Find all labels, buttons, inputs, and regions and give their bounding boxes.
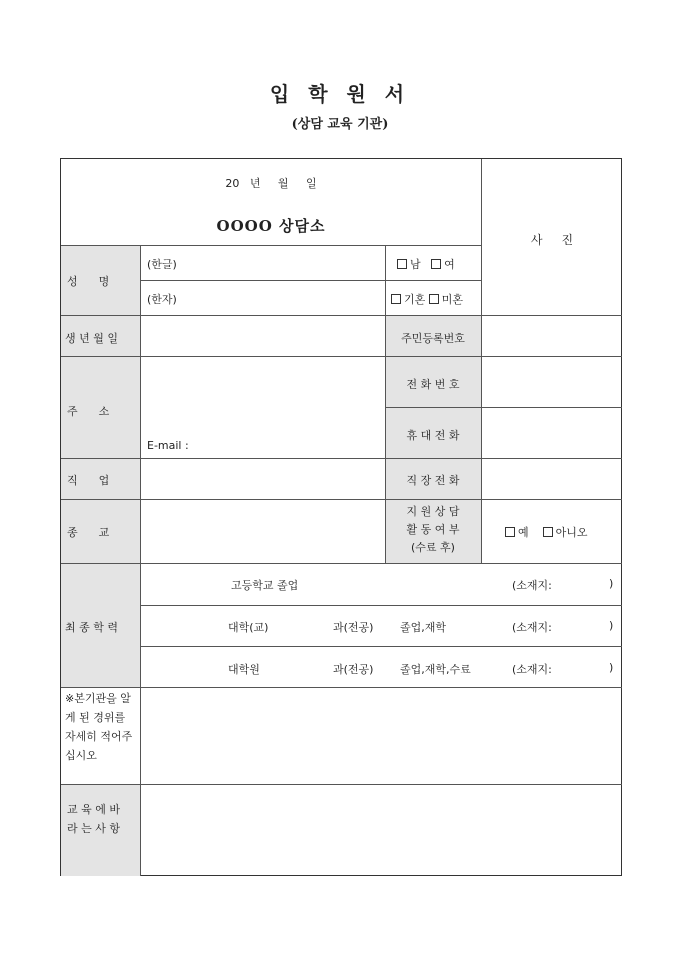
edu-row-2-status: 졸업,재학 — [400, 621, 447, 634]
single-checkbox[interactable] — [429, 294, 439, 304]
single-label: 미혼 — [441, 293, 464, 306]
name-hanja-field[interactable]: (한자) — [147, 293, 177, 306]
edu-row-2-dept: 과(전공) — [333, 621, 374, 634]
label-support-2: 활 동 여 부 — [406, 523, 460, 536]
gender-options — [397, 256, 455, 272]
name-hangul-field[interactable]: (한글) — [147, 258, 177, 271]
label-resident-no: 주민등록번호 — [401, 332, 465, 345]
edu-row-2-location: (소재지: — [512, 621, 552, 634]
yes-label: 예 — [518, 526, 529, 539]
marital-options — [391, 291, 463, 307]
photo-box-label: 사 진 — [530, 233, 574, 247]
page-subtitle: (상담 교육 기관) — [291, 117, 389, 132]
female-checkbox[interactable] — [431, 259, 441, 269]
edu-row-3-close: ) — [609, 661, 614, 674]
edu-row-1-school: 고등학교 졸업 — [231, 579, 299, 592]
edu-row-3-status: 졸업,재학,수료 — [400, 663, 471, 676]
edu-row-3-school: 대학원 — [228, 663, 260, 676]
label-support-3: (수료 후) — [411, 541, 455, 554]
label-address: 주 소 — [67, 405, 110, 418]
center-name: OOOO 상담소 — [216, 217, 326, 235]
application-form — [60, 158, 622, 876]
date-line: 20 년 월 일 — [225, 177, 317, 190]
email-field[interactable]: E-mail : — [147, 439, 189, 452]
no-label: 아니오 — [555, 526, 588, 539]
edu-row-2-school: 대학(교) — [228, 621, 269, 634]
label-religion: 종 교 — [67, 526, 110, 539]
edu-row-3-location: (소재지: — [512, 663, 552, 676]
label-how-known: ※본기관을 알게 된 경위를 자세히 적어주십시오 — [65, 692, 133, 762]
married-label: 기혼 — [404, 293, 426, 306]
edu-row-2-close: ) — [609, 619, 614, 632]
label-phone: 전 화 번 호 — [406, 378, 460, 391]
support-options — [505, 524, 588, 540]
page-title: 입 학 원 서 — [269, 82, 411, 106]
edu-row-1-location: (소재지: — [512, 579, 552, 592]
label-expectation: 교 육 에 바 라 는 사 항 — [67, 803, 120, 835]
label-name: 성 명 — [67, 275, 110, 288]
male-checkbox[interactable] — [397, 259, 407, 269]
edu-row-1-close: ) — [609, 577, 614, 590]
male-label: 남 — [410, 258, 421, 271]
label-job: 직 업 — [67, 474, 110, 487]
label-mobile: 휴 대 전 화 — [406, 429, 460, 442]
female-label: 여 — [444, 258, 455, 271]
edu-row-3-dept: 과(전공) — [333, 663, 374, 676]
yes-checkbox[interactable] — [505, 527, 515, 537]
label-education: 최 종 학 력 — [65, 621, 118, 634]
married-checkbox[interactable] — [391, 294, 401, 304]
label-work-phone: 직 장 전 화 — [406, 474, 460, 487]
label-birth: 생 년 월 일 — [65, 332, 118, 345]
no-checkbox[interactable] — [543, 527, 553, 537]
label-support-1: 지 원 상 담 — [406, 505, 460, 518]
